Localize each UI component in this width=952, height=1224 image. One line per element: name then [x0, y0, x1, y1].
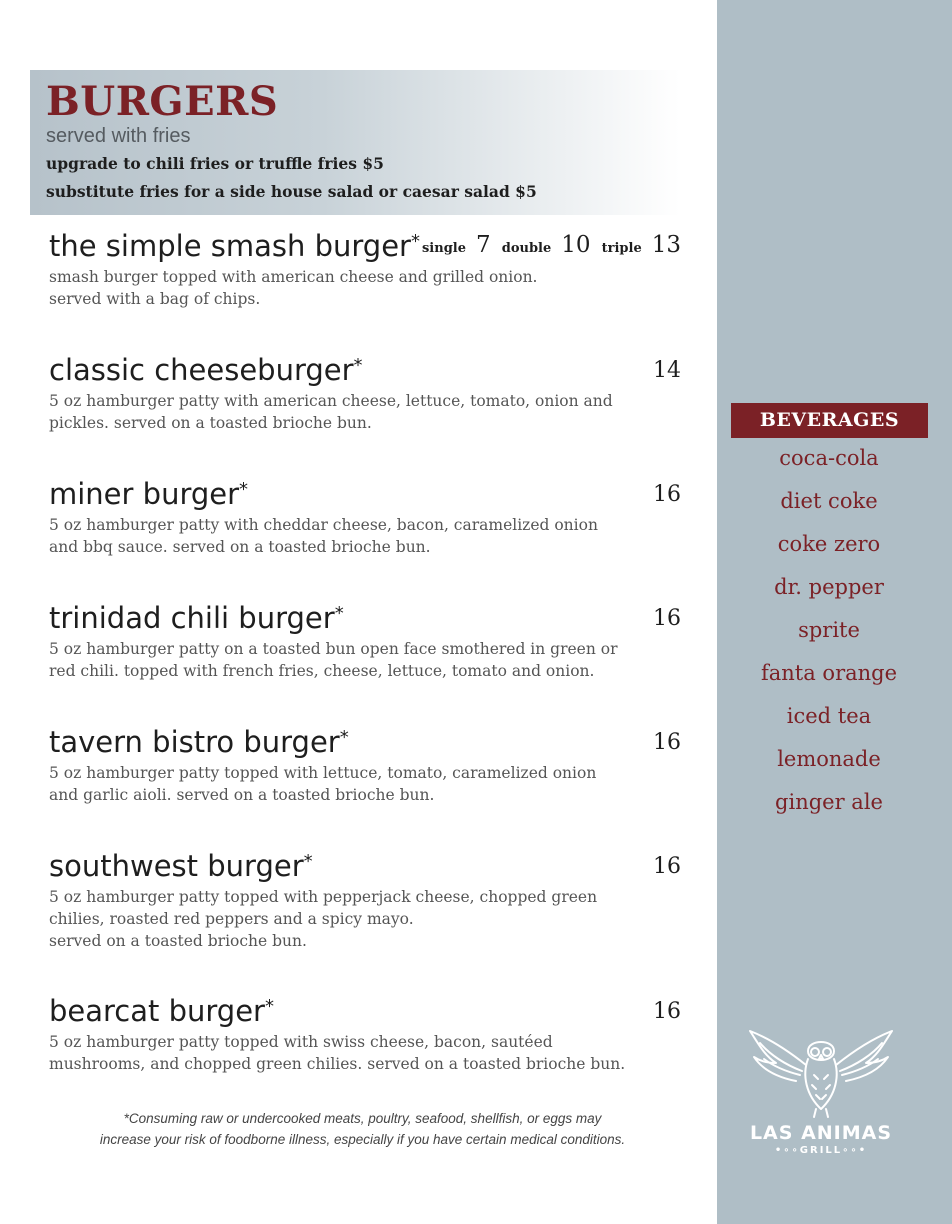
beverage-item: ginger ale	[775, 790, 883, 814]
beverage-item: lemonade	[777, 747, 881, 771]
item-description	[49, 390, 681, 434]
menu-item-simple-smash-burger	[49, 230, 681, 310]
desc-line: 5 oz hamburger patty topped with lettuce, tomato, caramelized onion	[49, 764, 597, 782]
owl-icon	[746, 1025, 896, 1125]
disclaimer-line: increase your risk of foodborne illness, especially if you have certain medical conditions.	[99, 1132, 626, 1147]
beverage-item: coke zero	[777, 532, 881, 556]
desc-line: served on a toasted brioche bun.	[49, 932, 307, 950]
item-price: 16	[653, 999, 681, 1024]
section-title: BURGERS	[46, 78, 279, 125]
disclaimer-line: *Consuming raw or undercooked meats, poultry, seafood, shellfish, or eggs may	[123, 1111, 602, 1126]
menu-item-bearcat-burger	[49, 995, 681, 1075]
item-description	[49, 1031, 681, 1075]
size-label: double	[501, 241, 552, 256]
menu-item-classic-cheeseburger	[49, 354, 681, 434]
food-safety-disclaimer	[30, 1108, 695, 1150]
desc-line: 5 oz hamburger patty with american cheese, lettuce, tomato, onion and	[49, 392, 613, 410]
substitute-note: substitute fries for a side house salad or caesar salad $5	[46, 182, 537, 201]
desc-line: red chili. topped with french fries, cheese, lettuce, tomato and onion.	[49, 662, 595, 680]
beverage-item: diet coke	[780, 489, 878, 513]
beverage-item: coca-cola	[779, 446, 879, 470]
menu-item-southwest-burger	[49, 850, 681, 952]
item-name: miner burger*	[49, 477, 249, 511]
logo-subtitle: •∘∘GRILL∘∘•	[774, 1145, 868, 1156]
desc-line: served with a bag of chips.	[49, 290, 261, 308]
desc-line: mushrooms, and chopped green chilies. served on a toasted brioche bun.	[49, 1055, 626, 1073]
item-name: bearcat burger*	[49, 994, 274, 1028]
beverages-title: BEVERAGES	[731, 403, 928, 438]
desc-line: and bbq sauce. served on a toasted brioche bun.	[49, 538, 431, 556]
desc-line: pickles. served on a toasted brioche bun.	[49, 414, 372, 432]
beverage-item: iced tea	[786, 704, 872, 728]
asterisk: *	[239, 479, 249, 500]
size-label: triple	[601, 241, 642, 256]
size-price: 10	[561, 232, 591, 258]
item-name: classic cheeseburger*	[49, 353, 363, 387]
section-subtitle: served with fries	[46, 125, 191, 147]
upgrade-note: upgrade to chili fries or truffle fries $5	[46, 154, 384, 173]
beverage-item: fanta orange	[760, 661, 898, 685]
item-price: 16	[653, 730, 681, 755]
item-description	[49, 762, 681, 806]
size-price: 7	[476, 232, 491, 258]
asterisk: *	[353, 355, 363, 376]
desc-line: chilies, roasted red peppers and a spicy mayo.	[49, 910, 414, 928]
menu-item-tavern-bistro-burger	[49, 726, 681, 806]
asterisk: *	[265, 996, 274, 1017]
menu-item-trinidad-chili-burger	[49, 602, 681, 682]
asterisk: *	[303, 851, 313, 872]
item-name: trinidad chili burger*	[49, 601, 344, 635]
menu-item-miner-burger	[49, 478, 681, 558]
item-name: the simple smash burger*	[49, 229, 420, 263]
desc-line: 5 oz hamburger patty topped with swiss cheese, bacon, sautéed	[49, 1033, 553, 1051]
item-description	[49, 638, 681, 682]
size-prices	[416, 232, 681, 258]
asterisk: *	[339, 727, 349, 748]
item-description	[49, 886, 681, 952]
desc-line: 5 oz hamburger patty on a toasted bun open face smothered in green or	[49, 640, 618, 658]
item-price: 16	[653, 482, 681, 507]
item-description	[49, 514, 681, 558]
item-price: 14	[653, 358, 681, 383]
beverages-list	[717, 441, 941, 828]
item-price: 16	[653, 854, 681, 879]
beverage-item: dr. pepper	[774, 575, 884, 599]
desc-line: 5 oz hamburger patty topped with pepperjack cheese, chopped green	[49, 888, 598, 906]
asterisk: *	[334, 603, 344, 624]
size-label: single	[421, 241, 466, 256]
asterisk: *	[410, 231, 420, 252]
item-description	[49, 266, 681, 310]
desc-line: 5 oz hamburger patty with cheddar cheese, bacon, caramelized onion	[49, 516, 598, 534]
logo-name: LAS ANIMAS	[749, 1122, 893, 1144]
burgers-header	[30, 70, 680, 215]
las-animas-grill-logo	[746, 1025, 896, 1165]
size-price: 13	[651, 232, 681, 258]
item-name: southwest burger*	[49, 849, 313, 883]
desc-line: and garlic aioli. served on a toasted brioche bun.	[49, 786, 435, 804]
item-price: 16	[653, 606, 681, 631]
desc-line: smash burger topped with american cheese and grilled onion.	[49, 268, 538, 286]
beverage-item: sprite	[798, 618, 860, 642]
item-name: tavern bistro burger*	[49, 725, 349, 759]
